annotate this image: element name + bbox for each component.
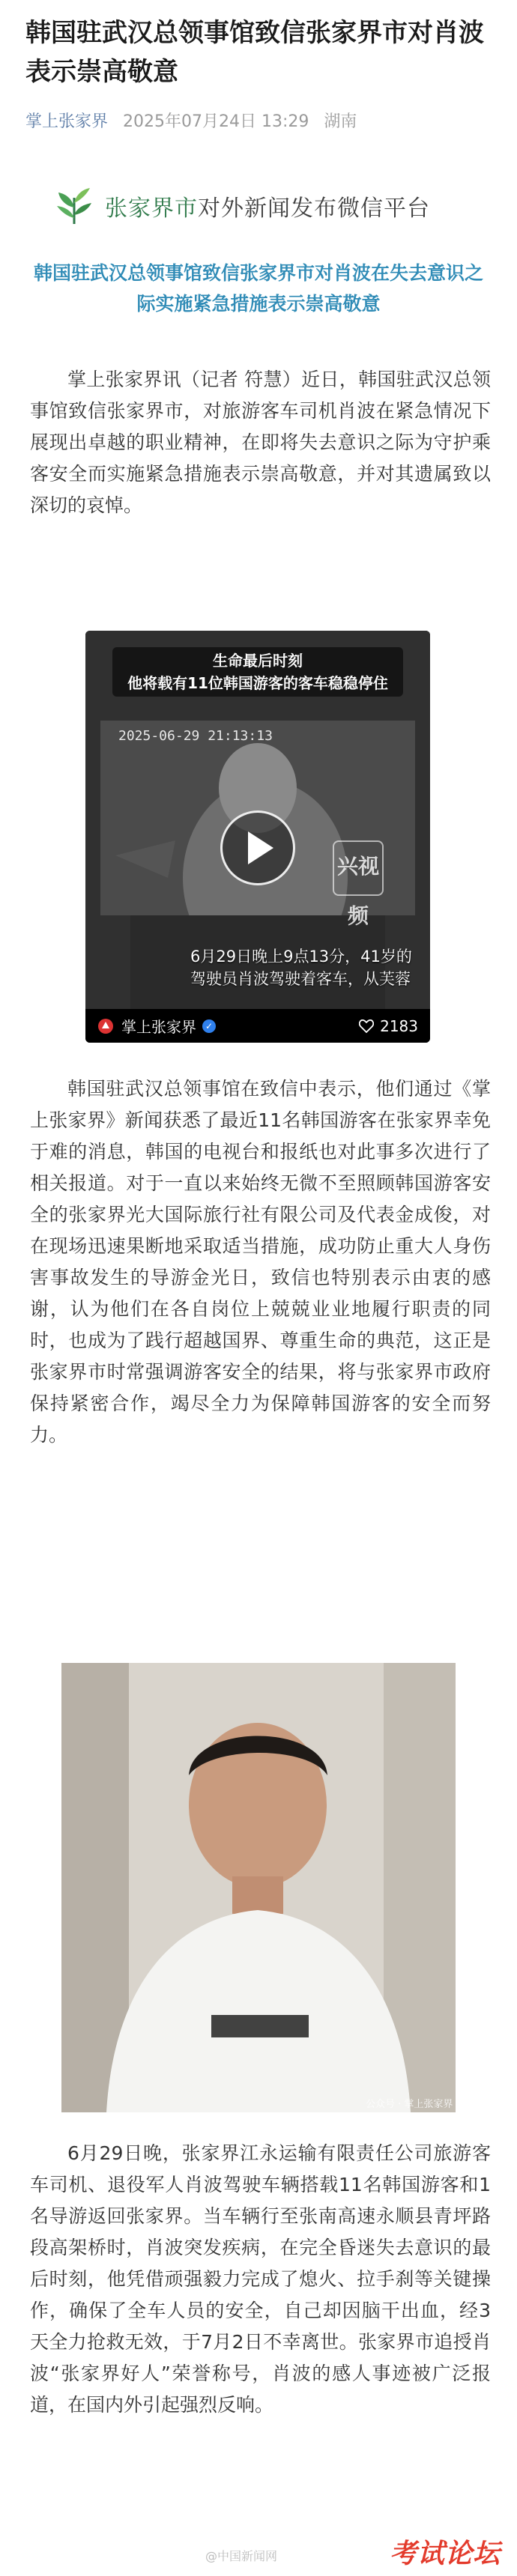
video-account-name[interactable]: 掌上张家界 [121, 1018, 196, 1036]
article-subtitle: 韩国驻武汉总领事馆致信张家界市对肖波在失去意识之际实施紧急措施表示崇高敬意 [33, 262, 483, 315]
photo-watermark: 公众号 · 掌上张家界 [366, 2099, 453, 2110]
video-caption-line2: 他将载有11位韩国游客的客车稳稳停住 [127, 674, 388, 692]
publish-datetime: 2025年07月24日 13:29 [123, 112, 309, 131]
platform-leaf-logo-icon [52, 187, 96, 225]
account-logo-icon [97, 1018, 114, 1034]
video-account-bar [85, 1009, 430, 1043]
like-count: 2183 [380, 1016, 418, 1035]
video-watermark: 兴视频 [333, 840, 384, 896]
video-caption [112, 647, 403, 697]
platform-name [105, 190, 430, 222]
footer-source: @中国新闻网 [205, 2549, 278, 2563]
author-link[interactable]: 掌上张家界 [25, 112, 109, 131]
paragraph-2: 韩国驻武汉总领事馆在致信中表示，他们通过《掌上张家界》新闻获悉了最近11名韩国游客在张家界幸免于难的消息，韩国的电视台和报纸也对此事多次进行了相关报道。对于一直以来始终无微不至照顾韩国游客安全的张家界光大国际旅行社有限公司及代表金成俊，对在现场迅速果断地采取适当措施，成功防止重大人身伤害事故发生的导游金光日，致信也特别表示由衷的感谢，认为他们在各自岗位上兢兢业业地履行职责的同时，也成为了践行超越国界、尊重生命的典范，这正是张家界市时常强调游客安全的结果，将与张家界市政府保持紧密合作，竭尽全力为保障韩国游客的安全而努力。 [30, 1078, 491, 1446]
heart-icon [359, 1019, 374, 1033]
play-button[interactable] [220, 810, 295, 885]
video-description: 6月29日晚上9点13分，41岁的驾驶员肖波驾驶着客车，从芙蓉 [190, 948, 412, 988]
platform-subtext: 对外新闻发布微信平台 [198, 196, 430, 222]
video-frame [85, 631, 430, 1009]
paragraph-3: 6月29日晚，张家界江永运输有限责任公司旅游客车司机、退役军人肖波驾驶车辆搭载11名韩国游客和1名导游返回张家界。当车辆行至张南高速永顺县青坪路段高架桥时，肖波突发疾病，在完全昏迷失去意识的最后时刻，他凭借顽强毅力完成了熄火、拉手刹等关键操作，确保了全车人员的安全，自己却因脑干出血，经3天全力抢救无效，于7月2日不幸离世。张家界市追授肖波“张家界好人”荣誉称号，肖波的感人事迹被广泛报道，在国内外引起强烈反响。 [30, 2142, 491, 2416]
video-timestamp: 2025-06-29 21:13:13 [118, 728, 273, 744]
like-button[interactable] [359, 1017, 418, 1035]
article-meta [25, 109, 357, 130]
paragraph-1: 掌上张家界讯（记者 符慧）近日，韩国驻武汉总领事馆致信张家界市，对旅游客车司机肖波在紧急情况下展现出卓越的职业精神，在即将失去意识之际为守护乘客安全而实施紧急措施表示崇高敬意，并对其遗属致以深切的哀悼。 [30, 369, 491, 516]
verified-icon: ✓ [202, 1019, 216, 1033]
video-caption-line1: 生命最后时刻 [213, 652, 303, 670]
platform-brand: 张家界市 [105, 196, 198, 222]
driver-portrait-icon [61, 1663, 456, 2112]
publish-location: 湖南 [324, 112, 357, 131]
site-logo: 考试论坛 [390, 2539, 501, 2569]
platform-banner [52, 180, 472, 232]
driver-photo [61, 1663, 456, 2112]
article-title: 韩国驻武汉总领事馆致信张家界市对肖波表示崇高敬意 [25, 18, 484, 87]
video-player[interactable] [85, 631, 430, 1043]
